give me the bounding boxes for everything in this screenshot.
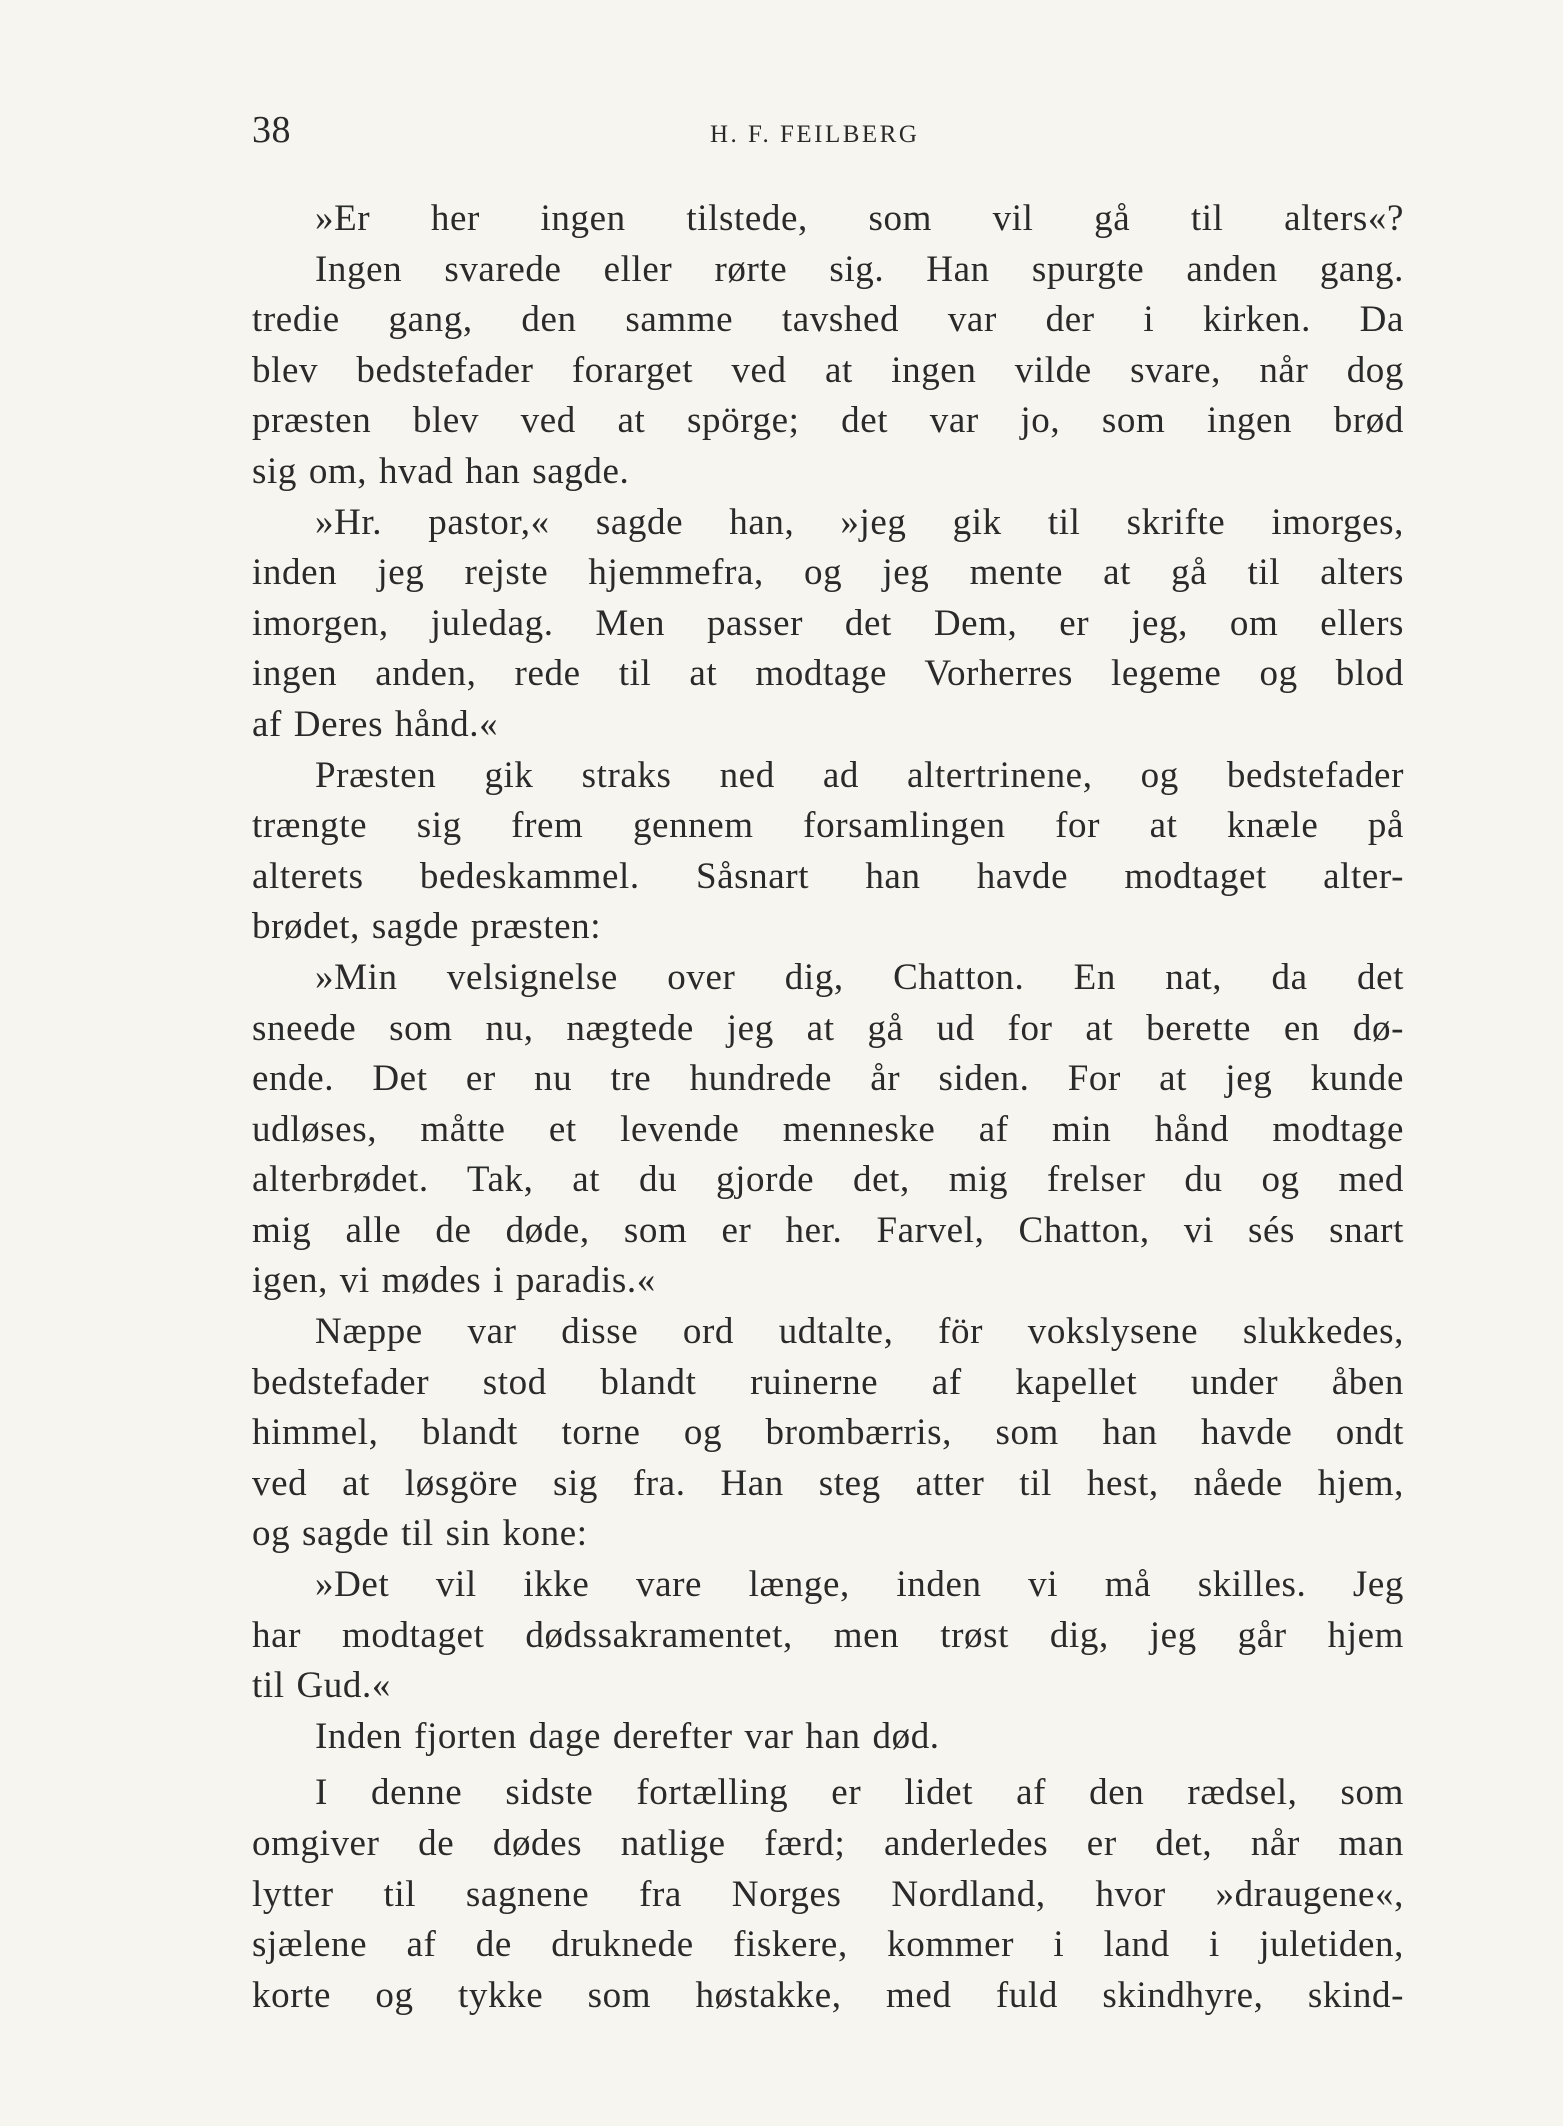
- text-line: ingen anden, rede til at modtage Vorherres legeme og blod: [252, 653, 1404, 695]
- text-line: »Hr. pastor,« sagde han, »jeg gik til skrifte imorges,: [315, 501, 1404, 543]
- page-number: 38: [252, 109, 291, 151]
- text-line: ved at løsgöre sig fra. Han steg atter til hest, nåede hjem,: [252, 1462, 1404, 1504]
- text-line: I denne sidste fortælling er lidet af den rædsel, som: [315, 1772, 1404, 1814]
- text-line: imorgen, juledag. Men passer det Dem, er jeg, om ellers: [252, 602, 1404, 644]
- text-line: igen, vi mødes i paradis.«: [252, 1260, 656, 1302]
- text-line: alterbrødet. Tak, at du gjorde det, mig frelser du og med: [252, 1159, 1404, 1201]
- text-line: »Er her ingen tilstede, som vil gå til alters«?: [315, 198, 1404, 239]
- text-line: tredie gang, den samme tavshed var der i kirken. Da: [252, 299, 1404, 341]
- text-line: præsten blev ved at spörge; det var jo, som ingen brød: [252, 400, 1404, 442]
- text-line: mig alle de døde, som er her. Farvel, Chatton, vi sés snart: [252, 1209, 1404, 1251]
- text-line: blev bedstefader forarget ved at ingen vilde svare, når dog: [252, 349, 1404, 391]
- text-line: sneede som nu, nægtede jeg at gå ud for at berette en dø-: [252, 1007, 1404, 1049]
- text-line: »Det vil ikke vare længe, inden vi må skilles. Jeg: [315, 1564, 1404, 1606]
- running-head: H. F. FEILBERG: [710, 121, 920, 148]
- text-line: trængte sig frem gennem forsamlingen for at knæle på: [252, 805, 1404, 847]
- text-line: bedstefader stod blandt ruinerne af kapellet under åben: [252, 1361, 1404, 1403]
- text-line: har modtaget dødssakramentet, men trøst dig, jeg går hjem: [252, 1614, 1404, 1656]
- page-body-text: [252, 194, 1404, 2021]
- text-line: Præsten gik straks ned ad altertrinene, og bedstefader: [315, 754, 1404, 796]
- text-line: af Deres hånd.«: [252, 703, 499, 745]
- text-line: sjælene af de druknede fiskere, kommer i land i juletiden,: [252, 1924, 1404, 1966]
- text-line: til Gud.«: [252, 1665, 391, 1707]
- text-line: himmel, blandt torne og brombærris, som han havde ondt: [252, 1412, 1404, 1454]
- text-line: og sagde til sin kone:: [252, 1513, 588, 1555]
- text-line: Ingen svarede eller rørte sig. Han spurgte anden gang.: [315, 248, 1404, 290]
- text-line: brødet, sagde præsten:: [252, 906, 602, 948]
- text-line: udløses, måtte et levende menneske af min hånd modtage: [252, 1108, 1404, 1150]
- text-line: sig om, hvad han sagde.: [252, 450, 630, 492]
- text-line: Inden fjorten dage derefter var han død.: [315, 1715, 940, 1757]
- text-line: korte og tykke som høstakke, med fuld skindhyre, skind-: [252, 1974, 1404, 2016]
- text-line: inden jeg rejste hjemmefra, og jeg mente at gå til alters: [252, 552, 1404, 594]
- text-line: Næppe var disse ord udtalte, för vokslysene slukkedes,: [315, 1311, 1404, 1353]
- text-line: »Min velsignelse over dig, Chatton. En nat, da det: [315, 956, 1404, 998]
- text-line: ende. Det er nu tre hundrede år siden. For at jeg kunde: [252, 1058, 1404, 1100]
- text-line: alterets bedeskammel. Såsnart han havde modtaget alter-: [252, 855, 1404, 897]
- text-line: lytter til sagnene fra Norges Nordland, hvor »draugene«,: [252, 1873, 1404, 1915]
- text-line: omgiver de dødes natlige færd; anderledes er det, når man: [252, 1823, 1404, 1864]
- page-header: [252, 108, 1404, 168]
